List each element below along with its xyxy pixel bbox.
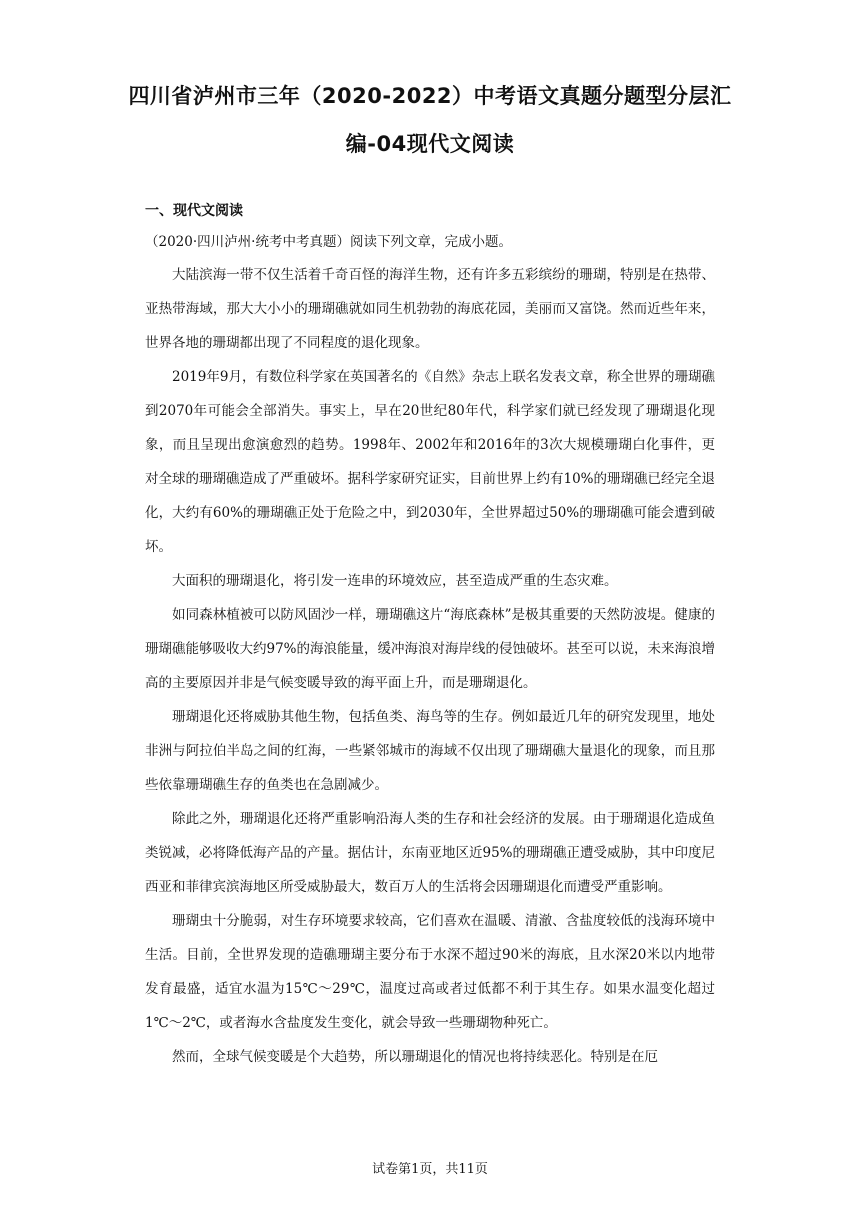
paragraph-5: 珊瑚退化还将威胁其他生物，包括鱼类、海鸟等的生存。例如最近几年的研究发现里，地处非洲与阿拉伯半岛之间的红海，一些紧邻城市的海域不仅出现了珊瑚礁大量退化的现象，而且那些依靠珊瑚礁生存的鱼类也在急剧减少。 — [145, 709, 715, 793]
page-footer: 试卷第1页，共11页 — [372, 1162, 488, 1177]
article-body — [145, 258, 715, 1074]
paragraph-2: 2019年9月，有数位科学家在英国著名的《自然》杂志上联名发表文章，称全世界的珊瑚礁到2070年可能会全部消失。事实上，早在20世纪80年代，科学家们就已经发现了珊瑚退化现象，而且呈现出愈演愈烈的趋势。1998年、2002年和2016年的3次大规模珊瑚白化事件，更对全球的珊瑚礁造成了严重破坏。据科学家研究证实，目前世界上约有10%的珊瑚礁已经完全退化，大约有60%的珊瑚礁正处于危险之中，到2030年，全世界超过50%的珊瑚礁可能会遭到破坏。 — [145, 369, 716, 555]
paragraph-6: 除此之外，珊瑚退化还将严重影响沿海人类的生存和社会经济的发展。由于珊瑚退化造成鱼类锐减，必将降低海产品的产量。据估计，东南亚地区近95%的珊瑚礁正遭受威胁，其中印度尼西亚和菲律宾滨海地区所受威胁最大，数百万人的生活将会因珊瑚退化而遭受严重影响。 — [145, 811, 716, 895]
paragraph-4: 如同森林植被可以防风固沙一样，珊瑚礁这片“海底森林”是极其重要的天然防波堤。健康的珊瑚礁能够吸收大约97%的海浪能量，缓冲海浪对海岸线的侵蚀破坏。甚至可以说，未来海浪增高的主要原因并非是气候变暖导致的海平面上升，而是珊瑚退化。 — [145, 607, 716, 691]
paragraph-8: 然而，全球气候变暖是个大趋势，所以珊瑚退化的情况也将持续恶化。特别是在厄 — [172, 1049, 658, 1065]
page-title-line-1: 四川省泸州市三年（2020-2022）中考语文真题分题型分层汇 — [128, 84, 732, 108]
source-line: （2020·四川泸州·统考中考真题）阅读下列文章，完成小题。 — [145, 234, 512, 250]
paragraph-7: 珊瑚虫十分脆弱，对生存环境要求较高，它们喜欢在温暖、清澈、含盐度较低的浅海环境中生活。目前，全世界发现的造礁珊瑚主要分布于水深不超过90米的海底，且水深20米以内地带发育最盛，适宜水温为15℃～29℃，温度过高或者过低都不利于其生存。如果水温变化超过1℃～2℃，或者海水含盐度发生变化，就会导致一些珊瑚物种死亡。 — [145, 913, 715, 1031]
page-title-line-2: 编-04现代文阅读 — [345, 132, 515, 156]
page-title — [120, 72, 740, 168]
paragraph-3: 大面积的珊瑚退化，将引发一连串的环境效应，甚至造成严重的生态灾难。 — [172, 573, 618, 589]
paragraph-1: 大陆滨海一带不仅生活着千奇百怪的海洋生物，还有许多五彩缤纷的珊瑚，特别是在热带、亚热带海域，那大大小小的珊瑚礁就如同生机勃勃的海底花园，美丽而又富饶。然而近些年来，世界各地的珊瑚都出现了不同程度的退化现象。 — [145, 267, 715, 351]
section-heading: 一、现代文阅读 — [145, 203, 243, 219]
